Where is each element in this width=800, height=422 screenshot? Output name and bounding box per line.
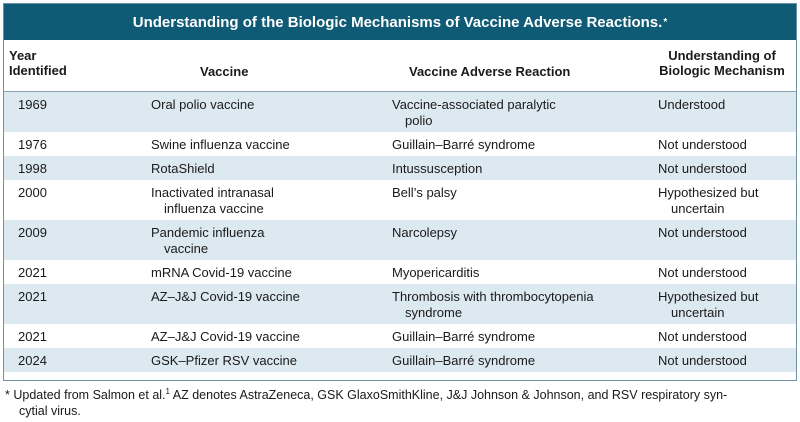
footnote-marker: *	[5, 388, 10, 403]
reference-superscript: 1	[165, 387, 170, 396]
table-row: 1976 Swine influenza vaccine Guillain–Barré syndrome Not understood	[18, 137, 747, 152]
table-row: 2000 Inactivated intranasal influenza vaccine Bell’s palsy Hypothesized but uncertain	[18, 185, 759, 216]
table-title-bar	[4, 4, 796, 40]
table-row: 2021 AZ–J&J Covid-19 vaccine Guillain–Barré syndrome Not understood	[18, 329, 747, 344]
table-footnote: * Updated from Salmon et al.$^1$ AZ denotes AstraZeneca, GSK GlaxoSmithKline, J&J Johnson & Johnson, and RSV respiratory syn- cytial virus.	[5, 387, 728, 419]
header-adverse-reaction: Vaccine Adverse Reaction	[409, 64, 571, 79]
table-row: 1998 RotaShield Intussusception Not understood	[4, 156, 796, 180]
header-biologic-mechanism: Understanding of Biologic Mechanism	[659, 48, 785, 78]
header-vaccine: Vaccine	[200, 64, 249, 79]
table-frame	[3, 3, 797, 381]
header-year: Year Identified	[9, 48, 67, 78]
table-row: 1969 Oral polio vaccine Vaccine-associated paralytic polio Understood	[4, 92, 796, 132]
title-footnote-marker: *	[663, 16, 668, 28]
table-title: Understanding of the Biologic Mechanisms of Vaccine Adverse Reactions.	[132, 13, 663, 31]
table-body	[4, 92, 796, 372]
table-row: 2009 Pandemic influenza vaccine Narcolepsy Not understood	[4, 220, 796, 260]
table-row: 2024 GSK–Pfizer RSV vaccine Guillain–Barré syndrome Not understood	[4, 348, 796, 372]
table-row: 2021 mRNA Covid-19 vaccine Myopericarditis Not understood	[18, 265, 747, 280]
table-header-row	[4, 40, 796, 92]
table-row: 2021 AZ–J&J Covid-19 vaccine Thrombosis with thrombocytopenia syndrome Hypothesized but uncertain	[4, 284, 796, 324]
